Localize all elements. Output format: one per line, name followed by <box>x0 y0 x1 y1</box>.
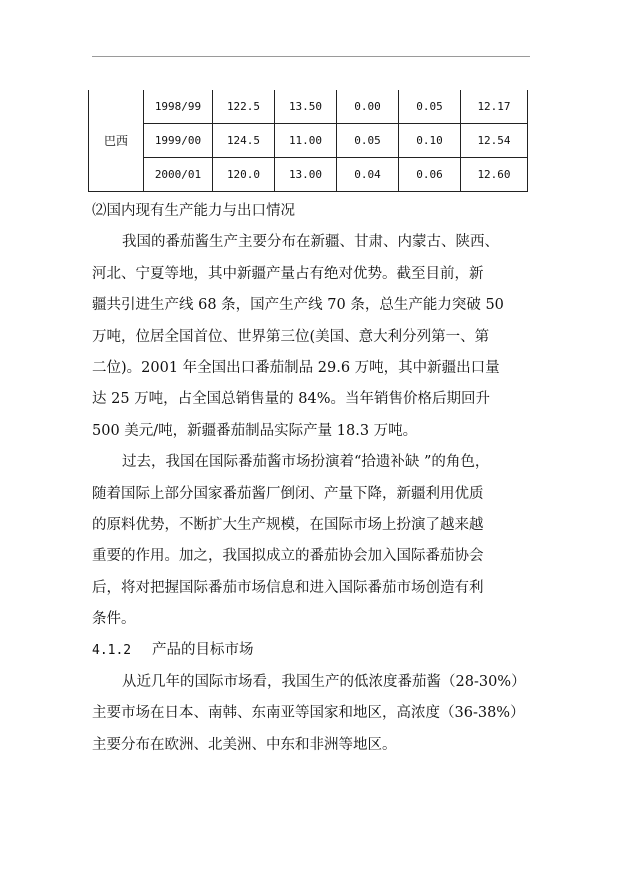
paragraph-line: 过去，我国在国际番茄酱市场扮演着“拾遗补缺 ”的角色， <box>122 454 490 471</box>
table-row <box>89 124 528 158</box>
value-cell: 12.17 <box>461 90 528 124</box>
paragraph-line: 我国的番茄酱生产主要分布在新疆、甘肃、内蒙古、陕西、 <box>122 234 499 251</box>
paragraph-line: 重要的作用。加之，我国拟成立的番茄协会加入国际番茄协会 <box>92 548 484 565</box>
value-cell: 124.5 <box>213 124 275 158</box>
section-heading <box>92 635 530 666</box>
section-number: 4.1.2 <box>92 643 132 659</box>
table-row <box>89 90 528 124</box>
value-cell: 120.0 <box>213 158 275 192</box>
paragraph-line: 主要市场在日本、南韩、东南亚等国家和地区，高浓度（36-38%） <box>92 705 525 722</box>
paragraph-line: 随着国际上部分国家番茄酱厂倒闭、产量下降，新疆利用优质 <box>92 485 484 502</box>
section-title: 产品的目标市场 <box>152 642 254 659</box>
value-cell: 0.05 <box>399 90 461 124</box>
document-body <box>92 196 530 761</box>
paragraph-market <box>92 667 530 761</box>
country-cell: 巴西 <box>89 90 144 192</box>
paragraph-line: 从近几年的国际市场看，我国生产的低浓度番茄酱（28-30%） <box>122 673 526 690</box>
paragraph-line: 条件。 <box>92 611 136 628</box>
value-cell: 0.10 <box>399 124 461 158</box>
paragraph-line: 主要分布在欧洲、北美洲、中东和非洲等地区。 <box>92 736 397 753</box>
paragraph-history <box>92 447 530 635</box>
value-cell: 0.04 <box>337 158 399 192</box>
value-cell: 11.00 <box>275 124 337 158</box>
year-cell: 2000/01 <box>144 158 213 192</box>
production-table <box>88 90 528 192</box>
year-cell: 1999/00 <box>144 124 213 158</box>
value-cell: 13.00 <box>275 158 337 192</box>
paragraph-line: 500 美元/吨，新疆番茄制品实际产量 18.3 万吨。 <box>92 422 418 439</box>
paragraph-line: 二位)。2001 年全国出口番茄制品 29.6 万吨，其中新疆出口量 <box>92 359 500 376</box>
value-cell: 122.5 <box>213 90 275 124</box>
value-cell: 12.54 <box>461 124 528 158</box>
header-rule <box>92 56 530 57</box>
value-cell: 0.06 <box>399 158 461 192</box>
paragraph-line: 疆共引进生产线 68 条，国产生产线 70 条，总生产能力突破 50 <box>92 297 504 314</box>
paragraph-line: 达 25 万吨，占全国总销售量的 84%。当年销售价格后期回升 <box>92 391 491 408</box>
year-cell: 1998/99 <box>144 90 213 124</box>
value-cell: 13.50 <box>275 90 337 124</box>
paragraph-line: 后，将对把握国际番茄市场信息和进入国际番茄市场创造有利 <box>92 579 484 596</box>
value-cell: 12.60 <box>461 158 528 192</box>
paragraph-line: 河北、宁夏等地，其中新疆产量占有绝对优势。截至目前，新 <box>92 265 484 282</box>
value-cell: 0.05 <box>337 124 399 158</box>
value-cell: 0.00 <box>337 90 399 124</box>
paragraph-line: 万吨，位居全国首位、世界第三位(美国、意大利分列第一、第 <box>92 328 490 345</box>
paragraph-capacity <box>92 227 530 447</box>
table-row <box>89 158 528 192</box>
paragraph-line: 的原料优势，不断扩大生产规模，在国际市场上扮演了越来越 <box>92 516 484 533</box>
subsection-title: ⑵国内现有生产能力与出口情况 <box>92 203 295 219</box>
